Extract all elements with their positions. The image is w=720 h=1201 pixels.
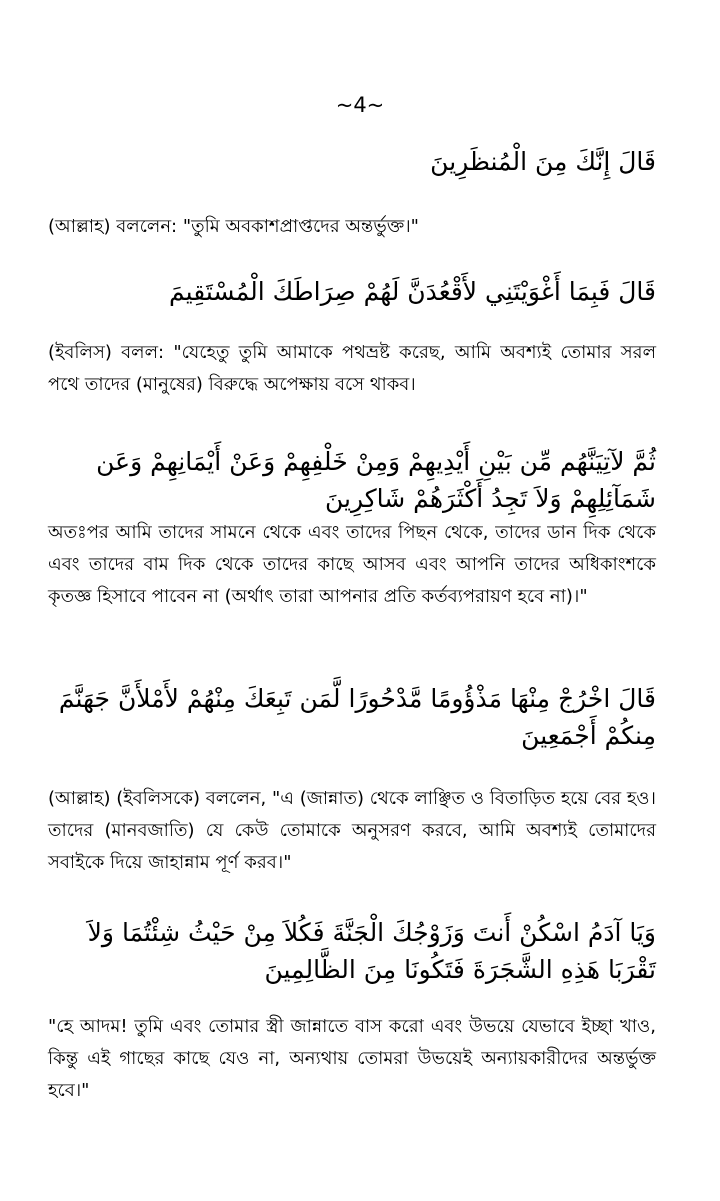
verse-arabic-3: ثُمَّ لآتِيَنَّهُم مِّن بَيْنِ أَيْدِيهِمْ وَمِنْ خَلْفِهِمْ وَعَنْ أَيْمَانِهِمْ وَعَن شَمَآئِلِهِمْ وَلاَ تَجِدُ أَكْثَرَهُمْ شَاكِرِينَ <box>96 447 656 513</box>
verse-translation-5: "হে আদম! তুমি এবং তোমার স্ত্রী জান্নাতে বাস করো এবং উভয়ে যেভাবে ইচ্ছা খাও, কিন্তু এই গাছের কাছে যেও না, অন্যথায় তোমরা উভয়েই অন্যায়কারীদের অন্তর্ভুক্ত হবে।" <box>48 1016 656 1101</box>
verse-arabic-5: وَيَا آدَمُ اسْكُنْ أَنتَ وَزَوْجُكَ الْجَنَّةَ فَكُلاَ مِنْ حَيْثُ شِئْتُمَا وَلاَ تَقْرَبَا هَذِهِ الشَّجَرَةَ فَتَكُونَا مِنَ الظَّالِمِينَ <box>87 918 656 984</box>
verse-arabic-1: قَالَ إِنَّكَ مِنَ الْمُنظَرِينَ <box>430 147 656 176</box>
verse-translation-1: (আল্লাহ) বললেন: "তুমি অবকাশপ্রাপ্তদের অন্তর্ভুক্ত।" <box>48 216 419 237</box>
verse-translation-3: অতঃপর আমি তাদের সামনে থেকে এবং তাদের পিছন থেকে, তাদের ডান দিক থেকে এবং তাদের বাম দিক থেকে তাদের কাছে আসব এবং আপনি তাদের অধিকাংশকে কৃতজ্ঞ হিসাবে পাবেন না (অর্থাৎ তারা আপনার প্রতি কর্তব্যপরায়ণ হবে না)।" <box>48 522 656 607</box>
verse-arabic-4: قَالَ اخْرُجْ مِنْهَا مَذْؤُومًا مَّدْحُورًا لَّمَن تَبِعَكَ مِنْهُمْ لأَمْلأَنَّ جَهَنَّمَ مِنكُمْ أَجْمَعِينَ <box>58 684 656 750</box>
page-number: ~4~ <box>335 93 385 117</box>
verse-arabic-2: قَالَ فَبِمَا أَغْوَيْتَنِي لأَقْعُدَنَّ لَهُمْ صِرَاطَكَ الْمُسْتَقِيمَ <box>169 277 656 306</box>
verse-translation-2: (ইবলিস) বলল: "যেহেতু তুমি আমাকে পথভ্রষ্ট করেছ, আমি অবশ্যই তোমার সরল পথে তাদের (মানুষের) বিরুদ্ধে অপেক্ষায় বসে থাকব। <box>48 342 656 395</box>
verse-translation-4: (আল্লাহ) (ইবলিসকে) বললেন, "এ (জান্নাত) থেকে লাঞ্ছিত ও বিতাড়িত হয়ে বের হও। তাদের (মানবজাতি) যে কেউ তোমাকে অনুসরণ করবে, আমি অবশ্যই তোমাদের সবাইকে দিয়ে জাহান্নাম পূর্ণ করব।" <box>48 788 656 873</box>
